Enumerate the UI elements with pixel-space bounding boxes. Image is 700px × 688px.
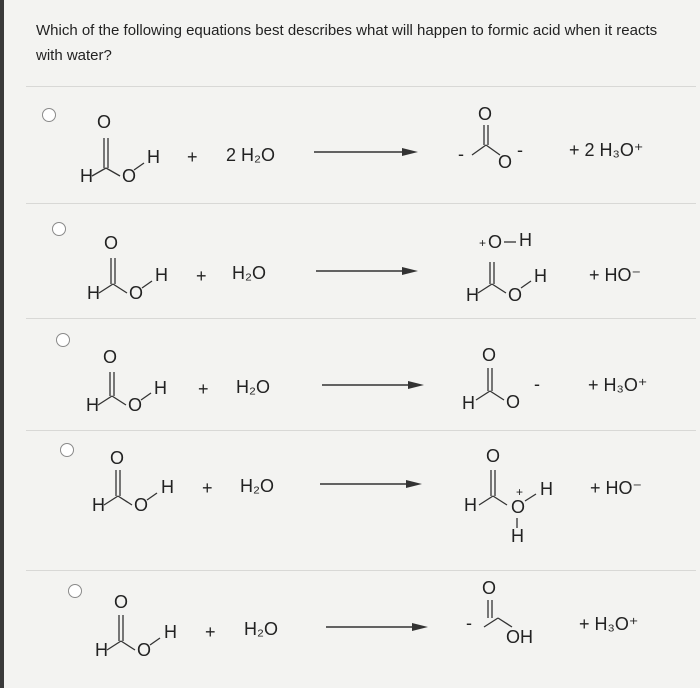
atom-h: H	[462, 393, 475, 413]
product-hydronium: + H₃O⁺	[579, 614, 639, 634]
atom-h: H	[86, 395, 99, 415]
atom-o: O	[482, 345, 497, 365]
atom-h: H	[95, 640, 108, 660]
atom-h: H	[466, 285, 479, 305]
atom-h: H	[154, 378, 167, 398]
atom-o: O	[478, 104, 493, 124]
atom-o: O	[97, 112, 112, 132]
atom-o: O	[488, 232, 503, 252]
product-hydronium: + H₃O⁺	[588, 375, 648, 395]
atom-o: O	[482, 578, 497, 598]
reactant-water: H₂O	[244, 619, 278, 639]
reactant-water: H₂O	[240, 476, 274, 496]
atom-o: O	[114, 592, 129, 612]
plus-sign: +	[198, 379, 209, 399]
atom-o: O	[486, 446, 501, 466]
atom-h: H	[164, 622, 177, 642]
plus-sign: +	[187, 147, 198, 167]
atom-o: O	[104, 233, 119, 253]
atom-h: H	[540, 479, 553, 499]
reaction-arrow	[4, 0, 700, 688]
plus-sign: +	[196, 266, 207, 286]
atom-h: H	[534, 266, 547, 286]
plus-sign: +	[205, 622, 216, 642]
minus-charge: -	[466, 613, 472, 633]
atom-h: H	[87, 283, 100, 303]
product-hydroxide: + HO⁻	[590, 478, 643, 498]
atom-h: H	[519, 230, 532, 250]
question-text: Which of the following equations best describes what will happen to formic acid when it reacts with water?	[36, 22, 658, 64]
plus-charge: +	[516, 485, 524, 499]
atom-o: O	[134, 495, 149, 515]
atom-h: H	[92, 495, 105, 515]
atom-h: H	[80, 166, 93, 186]
atom-h: H	[147, 147, 160, 167]
reactant-water: H₂O	[232, 263, 266, 283]
minus-charge: -	[534, 374, 540, 394]
reactant-water: H₂O	[236, 377, 270, 397]
atom-o: O	[506, 392, 521, 412]
plus-charge: +	[479, 236, 487, 250]
atom-o: O	[508, 285, 523, 305]
question-sheet	[4, 0, 700, 688]
atom-o: O	[511, 497, 526, 517]
atom-o: O	[137, 640, 152, 660]
atom-o: O	[122, 166, 137, 186]
hydroxyl-group: OH	[506, 627, 533, 647]
atom-o: O	[128, 395, 143, 415]
atom-o: O	[129, 283, 144, 303]
product-hydronium: + 2 H₃O⁺	[569, 140, 644, 160]
reactant-water: 2 H₂O	[226, 145, 275, 165]
minus-charge: -	[458, 144, 464, 164]
atom-h: H	[155, 265, 168, 285]
atom-h: H	[161, 477, 174, 497]
atom-o: O	[110, 448, 125, 468]
minus-charge: -	[517, 140, 523, 160]
atom-h: H	[511, 526, 524, 546]
product-hydroxide: + HO⁻	[589, 265, 642, 285]
plus-sign: +	[202, 478, 213, 498]
atom-o: O	[498, 152, 513, 172]
atom-o: O	[103, 347, 118, 367]
atom-h: H	[464, 495, 477, 515]
